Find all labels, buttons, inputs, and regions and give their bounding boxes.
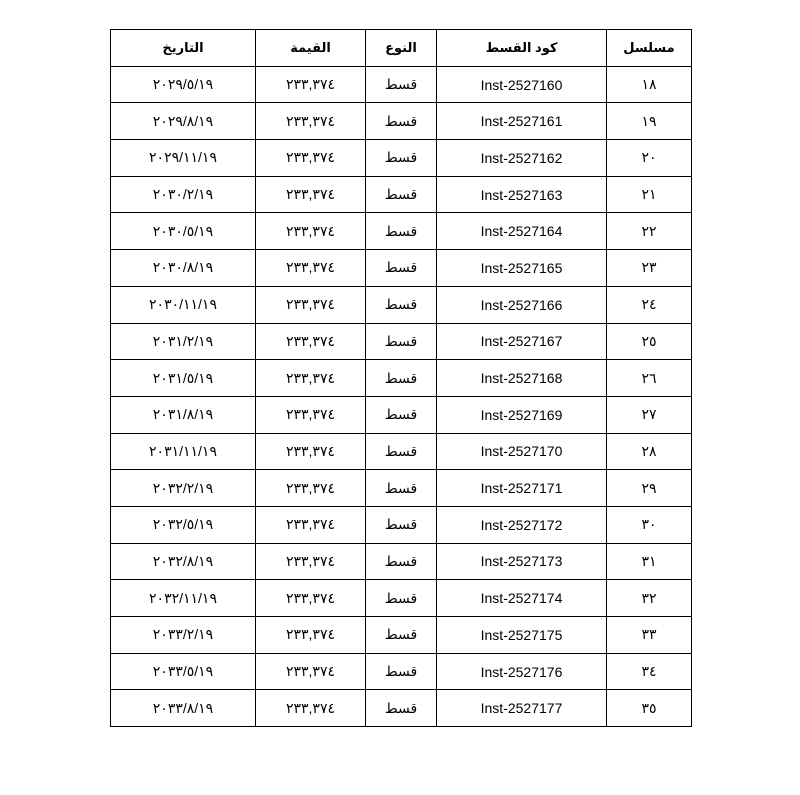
table-row [111,286,692,323]
cell-serial: ٢٣ [607,250,692,287]
cell-code: Inst-2527172 [437,506,607,543]
cell-serial: ٣٠ [607,506,692,543]
table-row [111,433,692,470]
cell-type: قسط [366,213,437,250]
cell-code: Inst-2527163 [437,176,607,213]
cell-serial: ٣٣ [607,617,692,654]
cell-type: قسط [366,543,437,580]
cell-serial: ٢٧ [607,396,692,433]
table-row [111,506,692,543]
table-row [111,653,692,690]
cell-value: ٢٣٣,٣٧٤ [256,543,366,580]
cell-serial: ٢١ [607,176,692,213]
table-row [111,213,692,250]
table-row [111,176,692,213]
table-row [111,690,692,727]
cell-serial: ٣٥ [607,690,692,727]
cell-value: ٢٣٣,٣٧٤ [256,286,366,323]
table-row [111,323,692,360]
cell-date: ٢٠٣٠/٢/١٩ [111,176,256,213]
cell-value: ٢٣٣,٣٧٤ [256,176,366,213]
cell-type: قسط [366,250,437,287]
cell-code: Inst-2527173 [437,543,607,580]
cell-code: Inst-2527167 [437,323,607,360]
cell-serial: ٢٢ [607,213,692,250]
cell-value: ٢٣٣,٣٧٤ [256,140,366,177]
cell-serial: ٣١ [607,543,692,580]
cell-code: Inst-2527176 [437,653,607,690]
cell-code: Inst-2527166 [437,286,607,323]
cell-value: ٢٣٣,٣٧٤ [256,506,366,543]
cell-date: ٢٠٣١/٥/١٩ [111,360,256,397]
table-header-row [111,30,692,67]
table-row [111,543,692,580]
cell-date: ٢٠٣٣/٥/١٩ [111,653,256,690]
cell-value: ٢٣٣,٣٧٤ [256,250,366,287]
cell-date: ٢٠٣٢/٨/١٩ [111,543,256,580]
cell-value: ٢٣٣,٣٧٤ [256,66,366,103]
cell-value: ٢٣٣,٣٧٤ [256,617,366,654]
table-row [111,470,692,507]
cell-type: قسط [366,360,437,397]
cell-value: ٢٣٣,٣٧٤ [256,470,366,507]
table-row [111,250,692,287]
cell-date: ٢٠٣١/٢/١٩ [111,323,256,360]
header-code: كود القسط [437,30,607,67]
table-row [111,140,692,177]
cell-serial: ٢٠ [607,140,692,177]
cell-code: Inst-2527169 [437,396,607,433]
cell-date: ٢٠٣٢/١١/١٩ [111,580,256,617]
table-row [111,66,692,103]
cell-value: ٢٣٣,٣٧٤ [256,103,366,140]
header-value: القيمة [256,30,366,67]
table-row [111,396,692,433]
cell-date: ٢٠٣٢/٥/١٩ [111,506,256,543]
cell-date: ٢٠٣١/١١/١٩ [111,433,256,470]
cell-code: Inst-2527170 [437,433,607,470]
cell-value: ٢٣٣,٣٧٤ [256,433,366,470]
cell-value: ٢٣٣,٣٧٤ [256,360,366,397]
installment-schedule-table [110,29,692,727]
cell-code: Inst-2527174 [437,580,607,617]
table-row [111,360,692,397]
cell-type: قسط [366,140,437,177]
cell-date: ٢٠٣٢/٢/١٩ [111,470,256,507]
cell-date: ٢٠٣١/٨/١٩ [111,396,256,433]
table-row [111,617,692,654]
header-serial: مسلسل [607,30,692,67]
table-row [111,103,692,140]
cell-date: ٢٠٣٣/٢/١٩ [111,617,256,654]
cell-serial: ١٩ [607,103,692,140]
cell-type: قسط [366,396,437,433]
cell-code: Inst-2527168 [437,360,607,397]
cell-value: ٢٣٣,٣٧٤ [256,213,366,250]
cell-type: قسط [366,506,437,543]
cell-type: قسط [366,66,437,103]
cell-date: ٢٠٢٩/٨/١٩ [111,103,256,140]
cell-type: قسط [366,617,437,654]
cell-type: قسط [366,433,437,470]
header-date: التاريخ [111,30,256,67]
cell-value: ٢٣٣,٣٧٤ [256,653,366,690]
cell-serial: ٢٨ [607,433,692,470]
cell-value: ٢٣٣,٣٧٤ [256,690,366,727]
cell-code: Inst-2527162 [437,140,607,177]
cell-type: قسط [366,103,437,140]
cell-code: Inst-2527164 [437,213,607,250]
cell-date: ٢٠٣٣/٨/١٩ [111,690,256,727]
table-row [111,580,692,617]
cell-date: ٢٠٢٩/١١/١٩ [111,140,256,177]
cell-code: Inst-2527165 [437,250,607,287]
cell-type: قسط [366,580,437,617]
cell-code: Inst-2527161 [437,103,607,140]
cell-code: Inst-2527177 [437,690,607,727]
cell-date: ٢٠٣٠/٥/١٩ [111,213,256,250]
cell-serial: ١٨ [607,66,692,103]
cell-value: ٢٣٣,٣٧٤ [256,580,366,617]
cell-value: ٢٣٣,٣٧٤ [256,323,366,360]
cell-date: ٢٠٣٠/٨/١٩ [111,250,256,287]
cell-type: قسط [366,690,437,727]
header-type: النوع [366,30,437,67]
cell-date: ٢٠٣٠/١١/١٩ [111,286,256,323]
cell-code: Inst-2527171 [437,470,607,507]
cell-value: ٢٣٣,٣٧٤ [256,396,366,433]
cell-serial: ٢٥ [607,323,692,360]
cell-date: ٢٠٢٩/٥/١٩ [111,66,256,103]
cell-type: قسط [366,176,437,213]
cell-type: قسط [366,323,437,360]
cell-code: Inst-2527175 [437,617,607,654]
cell-serial: ٢٤ [607,286,692,323]
cell-serial: ٣٢ [607,580,692,617]
cell-serial: ٣٤ [607,653,692,690]
cell-type: قسط [366,653,437,690]
cell-code: Inst-2527160 [437,66,607,103]
cell-type: قسط [366,286,437,323]
cell-serial: ٢٦ [607,360,692,397]
cell-type: قسط [366,470,437,507]
cell-serial: ٢٩ [607,470,692,507]
